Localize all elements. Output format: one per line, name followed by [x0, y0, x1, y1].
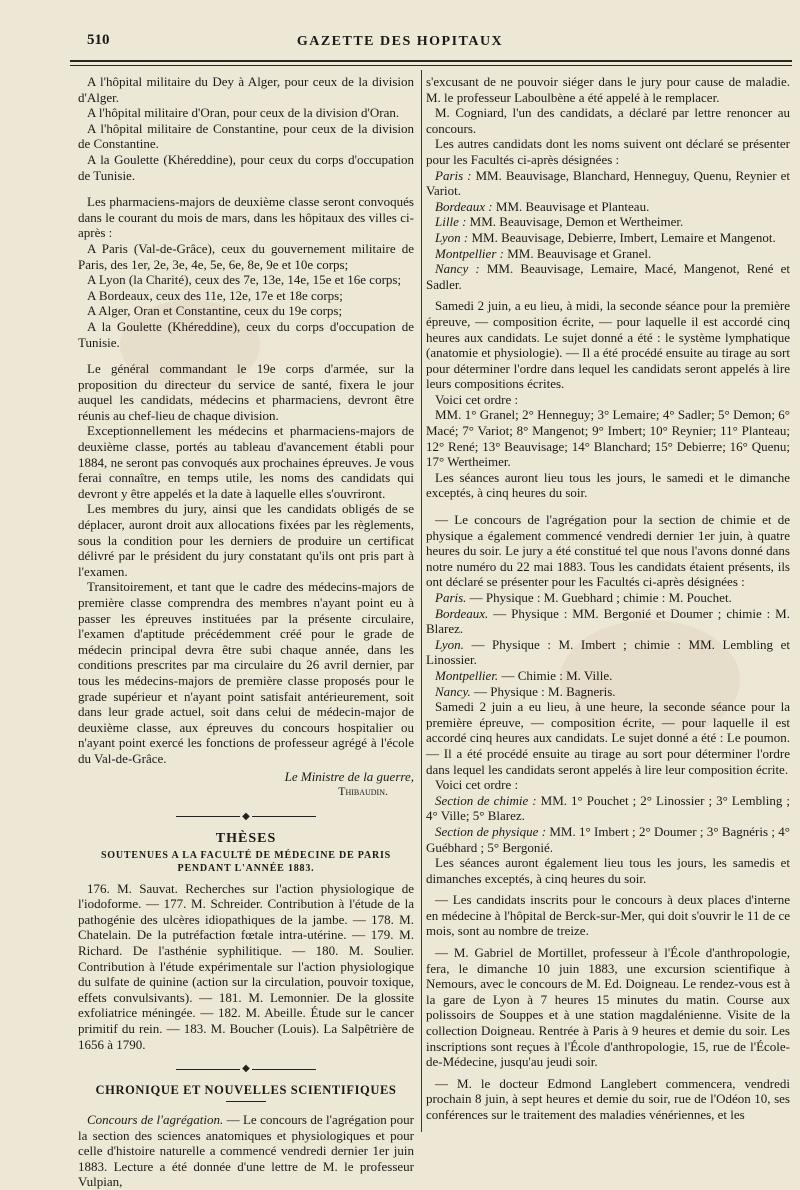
section-ornament: ◆ — [78, 812, 414, 822]
paragraph: — Le concours de l'agrégation pour la section de chimie et de physique a également commencé vendredi dernier 1er juin, à quatre heures du soir. Le jury a été constitué tel que nous l'avons donné dans notre numéro du 22 mai 1883. Tous les candidats étaient présents, ils ont déclaré se présenter pour les Facultés ci-après désignées : — [426, 512, 790, 590]
faculty-entry — [426, 214, 790, 230]
faculty-names: — Chimie : M. Ville. — [498, 667, 613, 683]
paragraph: Les séances auront également lieu tous les jours, les samedis et dimanches exceptés, à cinq heures du soir. — [426, 855, 790, 886]
faculty-entry — [426, 168, 790, 199]
paragraph: A Lyon (la Charité), ceux des 7e, 13e, 14e, 15e et 16e corps; — [87, 272, 402, 288]
signature-title: Le Ministre de la guerre, — [284, 768, 414, 784]
faculty-names: — Physique : MM. Bergonié et Doumer ; chimie : M. Blarez. — [426, 605, 790, 637]
section-ornament: ◆ — [78, 1064, 414, 1074]
left-column — [78, 74, 414, 1190]
faculty-city: Paris. — [435, 590, 467, 605]
paragraph: Samedi 2 juin a eu lieu, à une heure, la seconde séance pour la première épreuve, — composition écrite, — pour laquelle il est accordé cinq heures aux candidats. Le sujet donné a été : Le poumon. — Il a été procédé ensuite au tirage au sort pour déterminer l'ordre dans lequel les candidats seront appelés à lire leur composition écrite. — [426, 699, 790, 777]
paragraph: A l'hôpital militaire d'Oran, pour ceux de la division d'Oran. — [87, 105, 400, 121]
faculty-names: MM. Beauvisage et Planteau. — [492, 198, 650, 214]
faculty-entry — [426, 590, 790, 606]
paragraph: Les autres candidats dont les noms suivent ont déclaré se présenter pour les Facultés ci-après désignées : — [426, 136, 790, 167]
faculty-city: Montpellier. — [435, 667, 499, 683]
paragraph: A Bordeaux, ceux des 11e, 12e, 17e et 18e corps; — [87, 287, 343, 303]
paragraph: Exceptionnellement les médecins et pharmaciens-majors de deuxième classe, portés au tableau d'avancement établi pour 1884, ne seront pas convoqués aux prochaines épreuves. Je vous ferai connaître, en temps utile, les noms des candidats qui devront y être appelés et la date à laquelle elles s'ouvriront. — [78, 423, 414, 501]
chronique-lead-label: Concours de l'agrégation. — [87, 1112, 224, 1128]
faculty-city: Paris : — [435, 167, 472, 183]
chronique-title: CHRONIQUE ET NOUVELLES SCIENTIFIQUES — [95, 1083, 397, 1098]
faculty-city: Montpellier : — [435, 245, 504, 261]
paragraph: A Paris (Val-de-Grâce), ceux du gouvernement militaire de Paris, des 1er, 2e, 3e, 4e, 5e, 6e, 8e, 9e et 10e corps; — [78, 240, 414, 272]
paragraph: A la Goulette (Khéreddine), ceux du corps d'occupation de Tunisie. — [78, 318, 414, 350]
news-item: — Les candidats inscrits pour le concours à deux places d'interne en médecine à l'hôpital de Berck-sur-Mer, qui doit s'ouvrir le 11 de ce mois, sont au nombre de treize. — [426, 892, 790, 939]
faculty-names: MM. Beauvisage, Debierre, Imbert, Lemaire et Mangenot. — [468, 229, 776, 245]
section-label: Section de physique : — [435, 823, 547, 839]
paragraph: Les séances auront lieu tous les jours, le samedi et le dimanche exceptés, à cinq heures du soir. — [426, 469, 790, 501]
faculty-city: Bordeaux : — [435, 198, 493, 214]
theses-subtitle-year: PENDANT L'ANNÉE 1883. — [177, 862, 315, 874]
page-number: 510 — [87, 32, 110, 48]
faculty-names: — Physique : M. Guebhard ; chimie : M. Pouchet. — [466, 590, 732, 605]
faculty-names: — Physique : M. Imbert ; chimie : MM. Lembling et Linossier. — [426, 636, 790, 668]
right-column — [426, 74, 790, 1123]
faculty-entry — [426, 637, 790, 668]
faculty-city: Lille : — [435, 214, 467, 230]
paragraph: A Alger, Oran et Constantine, ceux du 19e corps; — [87, 303, 343, 319]
chronique-rule — [226, 1101, 266, 1102]
faculty-entry — [426, 668, 790, 684]
faculty-city: Bordeaux. — [435, 605, 489, 621]
faculty-names: MM. Beauvisage et Granel. — [503, 245, 652, 261]
faculty-city: Nancy : — [435, 261, 480, 277]
faculty-city: Lyon. — [435, 636, 464, 652]
theses-list: 176. M. Sauvat. Recherches sur l'action physiologique de l'iodoforme. — 177. M. Schreider. Contribution à l'étude de la pathogénie des ulcères idiopathiques de la jambe. — 178. M. Chatelain. De la putréfaction fœtale intra-utérine. — 179. M. Richard. De l'asthénie syphilitique. — 180. M. Soulier. Contribution à l'étude expérimentale sur l'action physiologique du sulfate de quinine (action sur la circulation, pouvoir toxique, effets convulsivants). — 181. M. Lemonnier. De la glossite exfoliatrice méningée. — 182. M. Abeille. Étude sur le cancer primitif du rein. — 183. M. Boucher (Louis). La Salpêtrière de 1656 à 1790. — [78, 880, 414, 1052]
faculty-city: Nancy. — [435, 683, 471, 699]
chronique-lead — [78, 1112, 414, 1190]
paragraph: Transitoirement, et tant que le cadre des médecins-majors de première classe comprendra des membres n'ayant point eu à passer les épreuves instituées par la présente circulaire, l'examen d'aptitude précédemment créé pour le grade de médecin principal devra être subi chaque année, dans les conditions prescrites par ma circulaire du 26 avril dernier, par tous les médecins-majors de première classe proposés pour le grade supérieur et n'ayant point satisfait antérieurement, soit dans leur grade actuel, soit dans celui de médecin-major de deuxième classe, aux épreuves du concours hospitalier ou n'ayant point exercé les fonctions de professeur agrégé à l'école du Val-de-Grâce. — [78, 579, 414, 766]
faculty-entry — [426, 261, 790, 292]
news-item: — M. Gabriel de Mortillet, professeur à l'École d'anthropologie, fera, le dimanche 10 juin 1883, une excursion scientifique à Nemours, avec le concours de M. Ed. Doigneau. Le rendez-vous est à la gare de Lyon à 7 heures 15 minutes du matin. Course aux polissoirs de Souppes et à une station magdalénienne. Visite de la collection Doigneau. Rentrée à Paris à 9 heures et demie du soir. Les inscriptions sont reçues à l'École d'anthropologie, 15, rue de l'École-de-Médecine, jusqu'au jeudi soir. — [426, 945, 790, 1070]
paragraph: Voici cet ordre : — [435, 777, 519, 793]
section-order — [426, 824, 790, 855]
paragraph: MM. 1° Granel; 2° Henneguy; 3° Lemaire; 4° Sadler; 5° Demon; 6° Macé; 7° Variot; 8° Mangenot; 9° Imbert; 10° Reynier; 11° Planteau; 12° René; 13° Beauvisage; 14° Blanchard; 15° Debierre; 16° Quenu; 17° Wertheimer. — [426, 407, 790, 470]
faculty-names: — Physique : M. Bagneris. — [470, 683, 616, 699]
faculty-names: MM. Beauvisage, Lemaire, Macé, Mangenot, René et Sadler. — [426, 261, 790, 292]
paragraph: Le général commandant le 19e corps d'armée, sur la proposition du directeur du service de santé, fixera le jour auquel les candidats, médecins et pharmaciens, devront être réunis au chef-lieu de chaque division. — [78, 361, 414, 423]
chronique-lead-text: — Le concours de l'agrégation pour la section des sciences anatomiques et physiologiques et pour celle d'histoire naturelle a commencé vendredi dernier 1er juin 1883. Lecture a été donnée d'une lettre de M. le professeur Vulpian, — [78, 1112, 415, 1190]
paragraph: Les membres du jury, ainsi que les candidats obligés de se déplacer, auront droit aux allocations fixées par les règlements, sous la condition pour les derniers de produire un certificat délivré par le président du jury constatant qu'ils ont pris part à l'examen. — [78, 501, 414, 579]
paragraph: Voici cet ordre : — [435, 391, 519, 407]
signature-name: Thibaudin. — [338, 784, 388, 799]
header-rule — [70, 60, 792, 62]
paragraph: A l'hôpital militaire du Dey à Alger, pour ceux de la division d'Alger. — [78, 74, 414, 105]
faculty-entry — [426, 246, 790, 262]
section-label: Section de chimie : — [435, 792, 537, 808]
faculty-entry — [426, 199, 790, 215]
running-header — [0, 32, 800, 54]
faculty-names: MM. Beauvisage, Blanchard, Henneguy, Quenu, Reynier et Variot. — [426, 167, 790, 199]
paragraph: Samedi 2 juin, a eu lieu, à midi, la seconde séance pour la première épreuve, — composition écrite, — pour laquelle il est accordé cinq heures aux candidats. Le sujet donné a été : le système lymphatique (anatomie et physiologie). — Il a été procédé ensuite au tirage au sort pour déterminer l'ordre dans lequel les candidats seront appelés à lire leurs compositions écrites. — [426, 298, 790, 392]
faculty-names: MM. Beauvisage, Demon et Wertheimer. — [466, 214, 684, 230]
header-rule-thin — [70, 65, 792, 66]
section-order-text: MM. 1° Imbert ; 2° Doumer ; 3° Bagnéris ; 4° Guébhard ; 5° Bergonié. — [426, 823, 790, 855]
faculty-entry — [426, 230, 790, 246]
faculty-city: Lyon : — [435, 229, 469, 245]
news-item: — M. le docteur Edmond Langlebert commencera, vendredi prochain 8 juin, à sept heures et demie du soir, rue de l'Odéon 10, ses conférences sur le traitement des maladies vénériennes, et les — [426, 1075, 790, 1122]
paragraph: A l'hôpital militaire de Constantine, pour ceux de la division de Constantine. — [78, 120, 414, 152]
paragraph: s'excusant de ne pouvoir siéger dans le jury pour cause de maladie. M. le professeur Laboulbène a été appelé à le remplacer. — [426, 74, 790, 105]
faculty-entry — [426, 606, 790, 637]
signature-block — [78, 769, 414, 800]
section-order-text: MM. 1° Pouchet ; 2° Linossier ; 3° Lembling ; 4° Ville; 5° Blarez. — [426, 792, 790, 824]
theses-subtitle: SOUTENUES A LA FACULTÉ DE MÉDECINE DE PARIS — [100, 849, 392, 861]
theses-title: THÈSES — [215, 831, 277, 847]
column-divider — [421, 70, 422, 1132]
faculty-entry — [426, 684, 790, 700]
journal-title: GAZETTE DES HOPITAUX — [296, 34, 504, 49]
section-order — [426, 793, 790, 824]
paragraph: A la Goulette (Khéreddine), pour ceux du corps d'occupation de Tunisie. — [78, 151, 414, 183]
paragraph: M. Cogniard, l'un des candidats, a déclaré par lettre renoncer au concours. — [426, 105, 790, 136]
paragraph: Les pharmaciens-majors de deuxième classe seront convoqués dans le courant du mois de mars, dans les hôpitaux des villes ci-après : — [78, 194, 414, 241]
